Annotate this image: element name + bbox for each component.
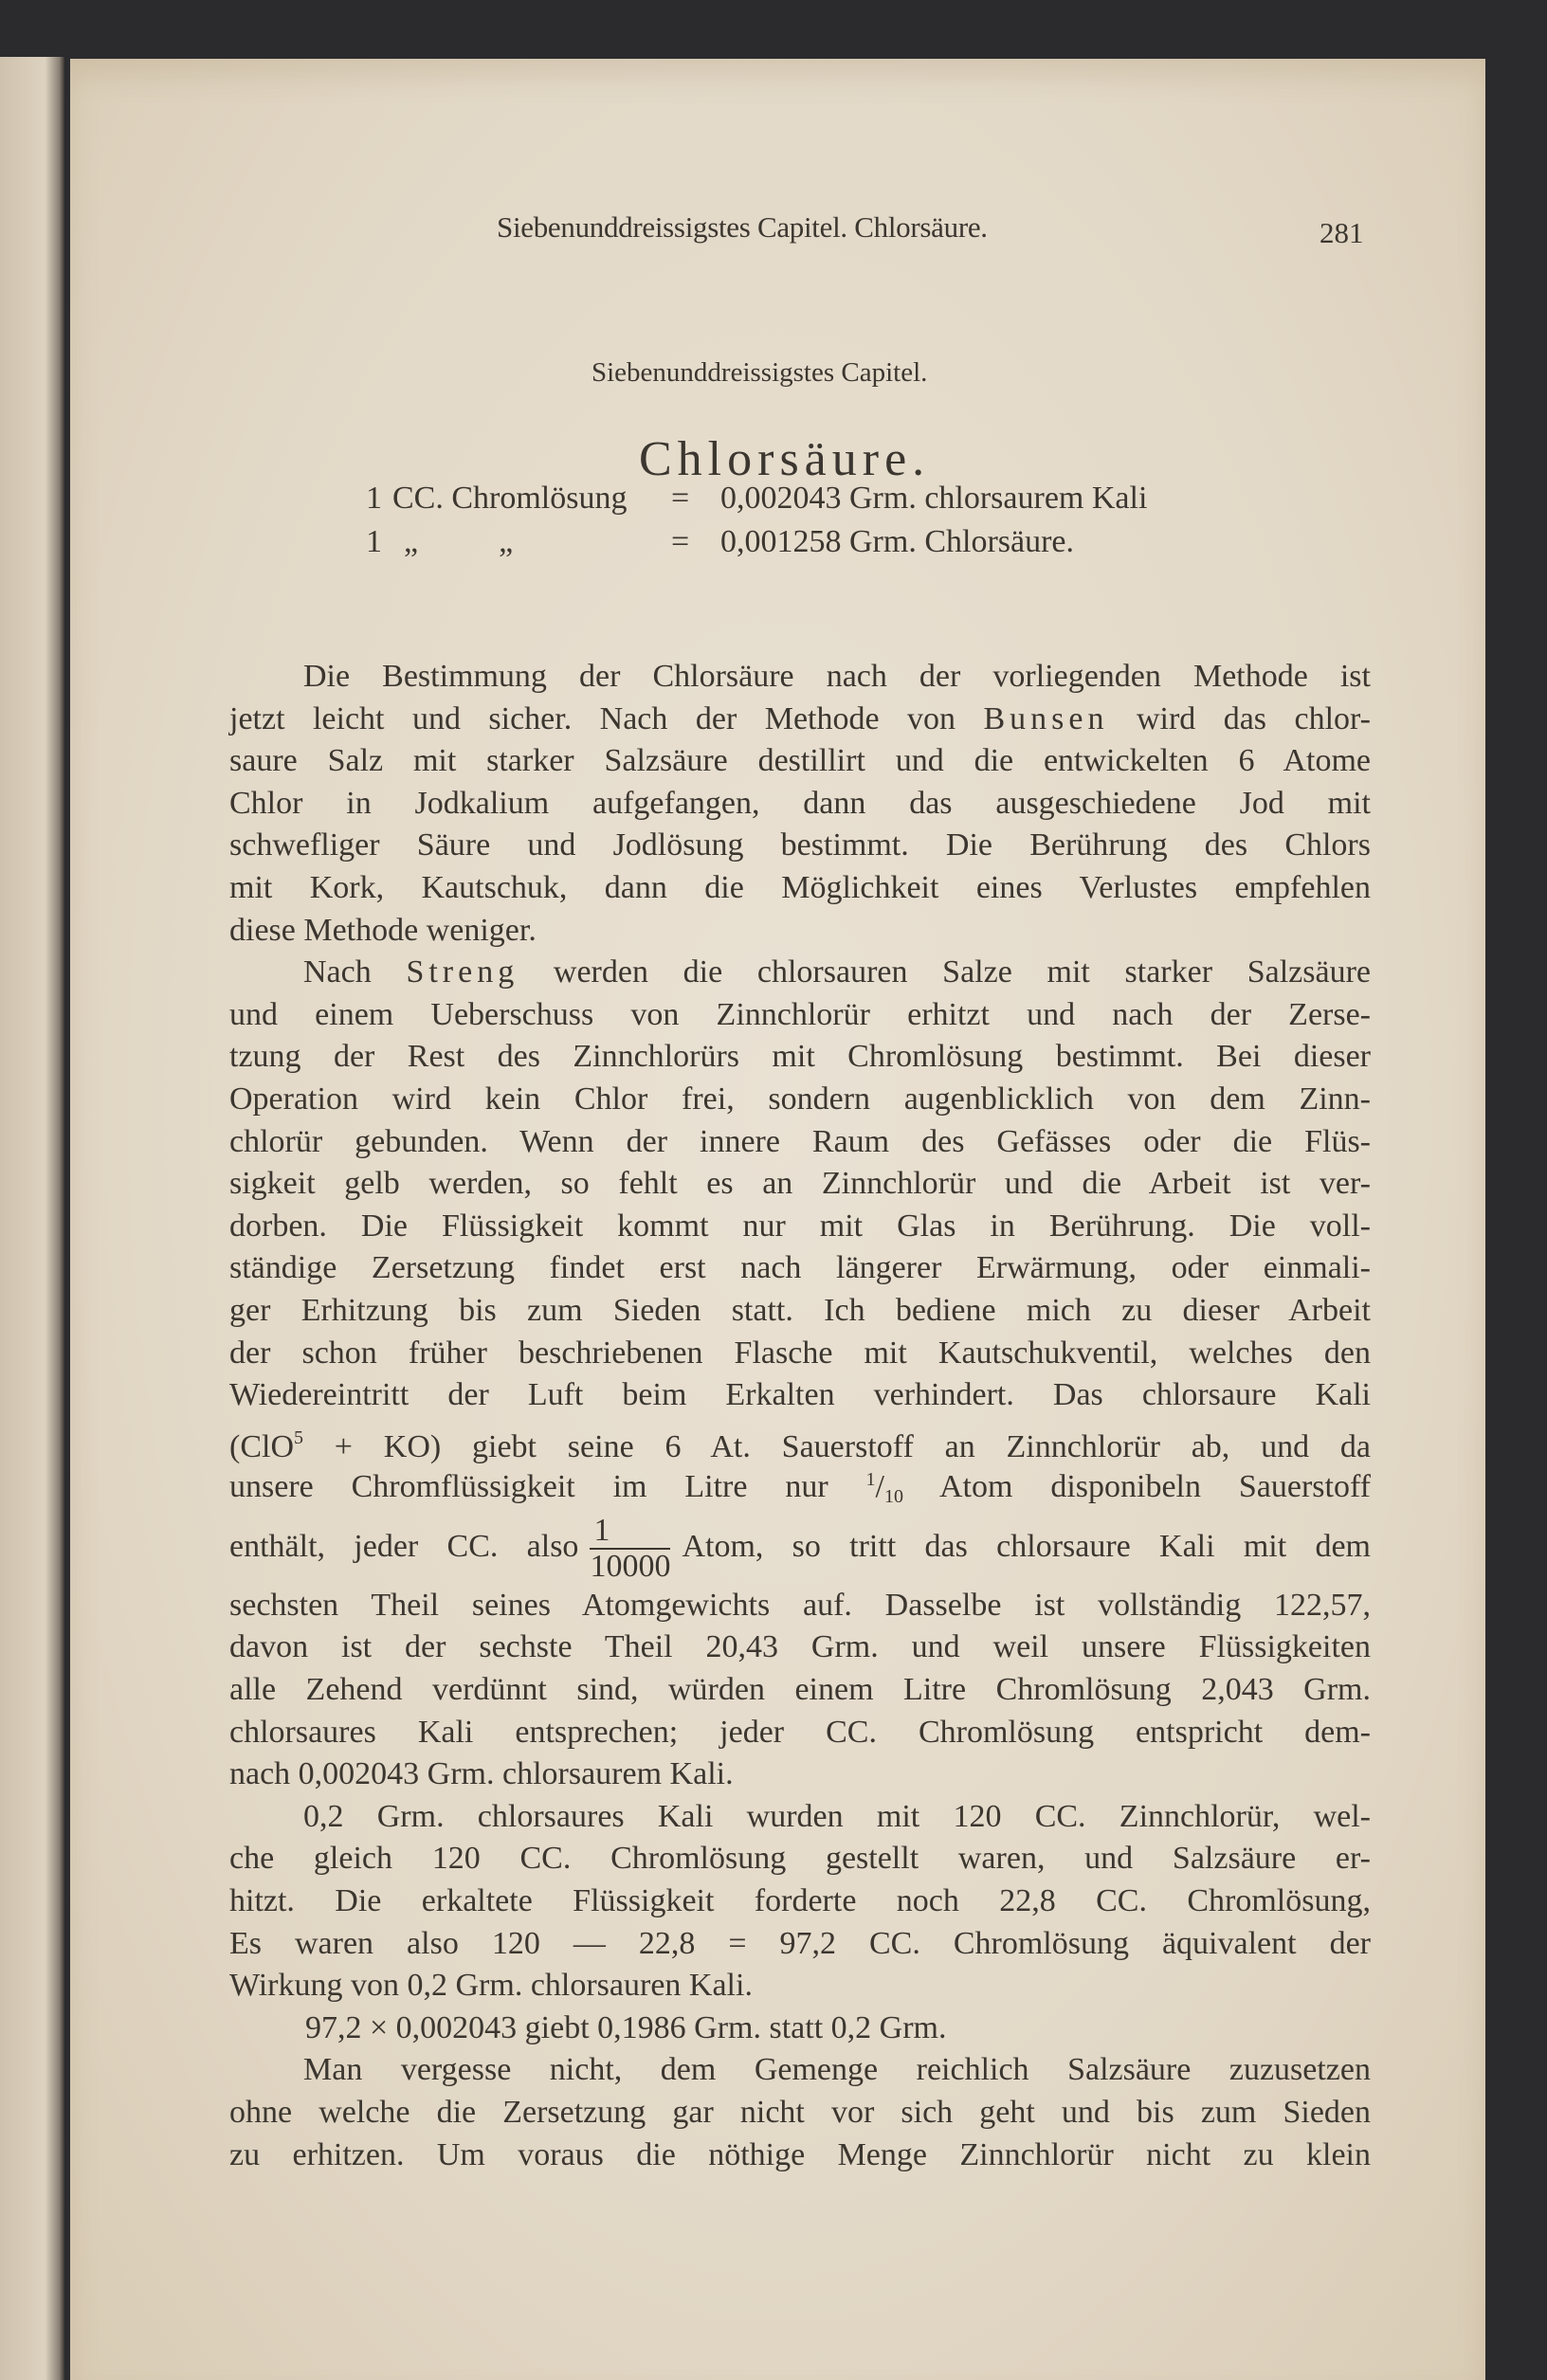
text-run: jetzt leicht und sicher. Nach der Methode von	[229, 700, 984, 736]
text-run: Atom, so tritt das chlorsaure Kali mit dem	[682, 1528, 1371, 1564]
text-run: wird das chlor-	[1108, 700, 1371, 736]
text-line	[229, 1965, 1371, 2008]
text-run: werden die chlorsauren Salze mit starker Salzsäure	[519, 954, 1371, 990]
text-run: 0,2 Grm. chlorsaures Kali wurden mit 120 CC. Zinnchlorür, wel-	[303, 1798, 1371, 1834]
text-run: dorben. Die Flüssigkeit kommt nur mit Glas in Berührung. Die voll-	[229, 1208, 1371, 1244]
chapter-label: Siebenunddreissigstes Capitel.	[592, 357, 928, 388]
text-line	[229, 1838, 1371, 1880]
page-number: 281	[1320, 216, 1364, 249]
formula-ditto: „ „	[404, 524, 514, 559]
text-line	[229, 1459, 1371, 1508]
text-run: saure Salz mit starker Salzsäure destillirt und die entwickelten 6 Atome	[229, 743, 1371, 779]
text-line	[229, 1333, 1371, 1375]
text-line	[229, 1753, 1371, 1796]
text-line	[229, 2135, 1371, 2177]
text-run: Es waren also 120 — 22,8 = 97,2 CC. Chromlösung äquivalent der	[229, 1925, 1371, 1961]
chapter-title: Chlorsäure.	[639, 432, 931, 486]
text-run: chlorsaures Kali entsprechen; jeder CC. Chromlösung entspricht dem-	[229, 1714, 1371, 1750]
text-run: sechsten Theil seines Atomgewichts auf. Dasselbe ist vollständig 122,57,	[229, 1587, 1371, 1623]
formula-equals: =	[671, 481, 690, 516]
superscript: 5	[294, 1426, 303, 1448]
text-line	[229, 1247, 1371, 1290]
text-run: (ClO	[229, 1428, 294, 1464]
text-run: alle Zehend verdünnt sind, würden einem Litre Chromlösung 2,043 Grm.	[229, 1672, 1371, 1708]
text-line	[229, 740, 1371, 783]
text-run: ger Erhitzung bis zum Sieden statt. Ich bediene mich zu dieser Arbeit	[229, 1292, 1371, 1328]
inline-fraction	[865, 1469, 903, 1508]
text-run: Chlor in Jodkalium aufgefangen, dann das ausgeschiedene Jod mit	[229, 785, 1371, 821]
text-line	[229, 1626, 1371, 1669]
fraction-part: /	[875, 1469, 884, 1505]
text-line	[229, 2049, 1371, 2092]
text-line	[229, 2008, 1371, 2050]
text-run: Wiedereintritt der Luft beim Erkalten verhindert. Das chlorsaure Kali	[229, 1377, 1371, 1413]
body-text	[229, 656, 1371, 2176]
text-run: unsere Chromflüssigkeit im Litre nur	[229, 1469, 866, 1505]
text-line	[229, 1712, 1371, 1754]
fraction-part: 10000	[590, 1549, 671, 1585]
running-head: Siebenunddreissigstes Capitel. Chlorsäure.	[497, 210, 988, 244]
fraction-part: 10	[884, 1486, 903, 1508]
text-run: chlorür gebunden. Wenn der innere Raum des Gefässes oder die Flüs-	[229, 1123, 1371, 1159]
text-line	[229, 910, 1371, 953]
text-line	[229, 994, 1371, 1037]
text-run: mit Kork, Kautschuk, dann die Möglichkeit eines Verlustes empfehlen	[229, 869, 1371, 905]
text-run: Wirkung von 0,2 Grm. chlorsauren Kali.	[229, 1968, 753, 2004]
text-line	[229, 1923, 1371, 1966]
text-run: schwefliger Säure und Jodlösung bestimmt. Die Berührung des Chlors	[229, 827, 1371, 863]
fraction-part: 1	[865, 1469, 876, 1491]
text-line	[229, 699, 1371, 741]
text-line	[229, 1121, 1371, 1164]
text-run: Operation wird kein Chlor frei, sondern augenblicklich von dem Zinn-	[229, 1081, 1371, 1117]
text-line	[229, 656, 1371, 699]
text-run: che gleich 120 CC. Chromlösung gestellt waren, und Salzsäure er-	[229, 1841, 1371, 1877]
text-line	[229, 952, 1371, 994]
text-line	[229, 1290, 1371, 1333]
author-name: Bunsen	[983, 700, 1109, 736]
text-line	[229, 1501, 1371, 1585]
text-run: zu erhitzen. Um voraus die nöthige Menge Zinnchlorür nicht zu klein	[229, 2136, 1371, 2172]
text-run: tzung der Rest des Zinnchlorürs mit Chromlösung bestimmt. Bei dieser	[229, 1039, 1371, 1075]
text-line	[229, 867, 1371, 910]
text-run: enthält, jeder CC. also	[229, 1528, 579, 1564]
text-line	[229, 1880, 1371, 1923]
text-run: Die Bestimmung der Chlorsäure nach der vorliegenden Methode ist	[303, 659, 1371, 694]
text-line	[229, 1585, 1371, 1627]
text-run: nach 0,002043 Grm. chlorsaurem Kali.	[229, 1756, 734, 1792]
formula-unit: CC. Chromlösung	[392, 481, 628, 516]
author-name: Streng	[406, 954, 519, 990]
text-run: ohne welche die Zersetzung gar nicht vor sich geht und bis zum Sieden	[229, 2095, 1371, 2130]
text-run: und einem Ueberschuss von Zinnchlorür erhitzt und nach der Zerse-	[229, 996, 1371, 1032]
text-run: der schon früher beschriebenen Flasche mit Kautschukventil, welches den	[229, 1335, 1371, 1371]
text-run: Atom disponibeln Sauerstoff	[903, 1469, 1371, 1505]
text-run: hitzt. Die erkaltete Flüssigkeit forderte noch 22,8 CC. Chromlösung,	[229, 1883, 1371, 1919]
fraction-part: 1	[590, 1514, 670, 1550]
text-run: sigkeit gelb werden, so fehlt es an Zinnchlorür und die Arbeit ist ver-	[229, 1166, 1371, 1202]
text-line	[229, 1374, 1371, 1417]
text-line	[229, 1079, 1371, 1121]
text-line	[229, 1417, 1371, 1464]
text-run: ständige Zersetzung findet erst nach längerer Erwärmung, oder einmali-	[229, 1250, 1371, 1286]
text-line	[229, 1796, 1371, 1839]
text-run: + KO) giebt seine 6 At. Sauerstoff an Zinnchlorür ab, und da	[303, 1428, 1371, 1464]
text-line	[229, 1206, 1371, 1248]
text-line	[229, 1669, 1371, 1712]
text-run: Man vergesse nicht, dem Gemenge reichlich Salzsäure zuzusetzen	[303, 2052, 1371, 2088]
text-run: Nach	[303, 954, 407, 990]
text-run: davon ist der sechste Theil 20,43 Grm. und weil unsere Flüssigkeiten	[229, 1629, 1371, 1665]
formula-value: 0,001258 Grm. Chlorsäure.	[720, 524, 1075, 559]
previous-page-edge	[0, 57, 64, 2380]
text-line	[229, 825, 1371, 867]
text-line	[229, 1036, 1371, 1079]
book-page	[70, 59, 1485, 2380]
text-run: 97,2 × 0,002043 giebt 0,1986 Grm. statt 0,2 Grm.	[305, 2009, 947, 2045]
fraction	[590, 1514, 670, 1584]
formula-value: 0,002043 Grm. chlorsaurem Kali	[720, 481, 1148, 516]
formula-equals: =	[671, 524, 690, 559]
formula-number: 1	[366, 481, 382, 516]
text-line	[229, 783, 1371, 826]
text-run: diese Methode weniger.	[229, 912, 537, 948]
formula-number: 1	[366, 524, 382, 559]
text-line	[229, 2092, 1371, 2135]
text-line	[229, 1163, 1371, 1206]
